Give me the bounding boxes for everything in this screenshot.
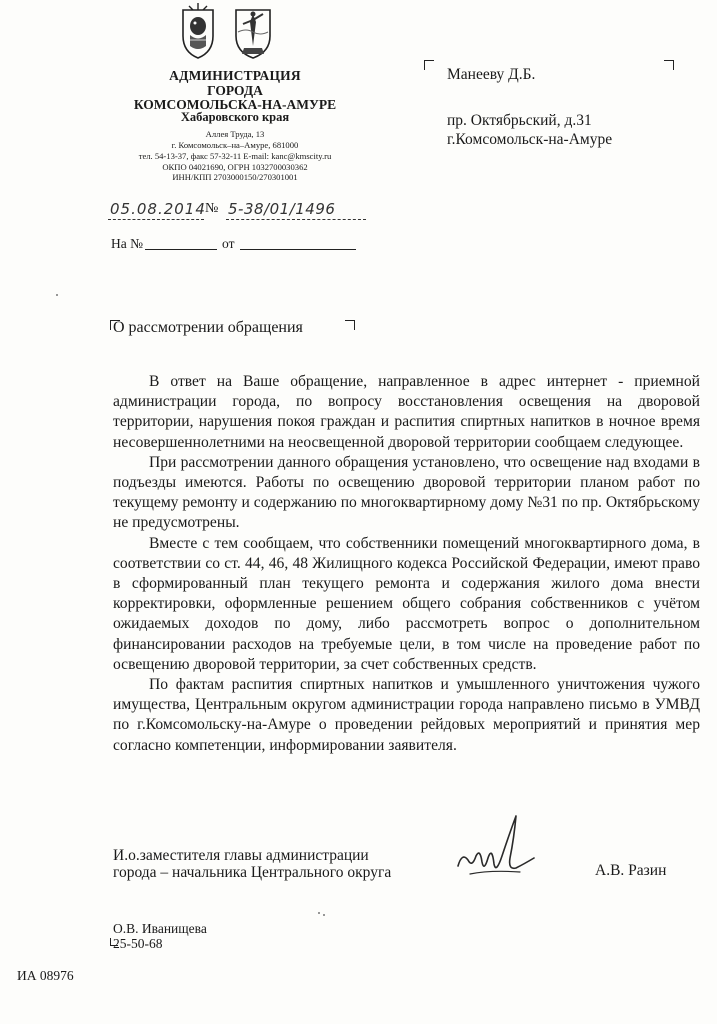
org-contacts: тел. 54-13-37, факс 57-32-11 E-mail: kanc@kmscity.ru xyxy=(138,151,332,161)
org-name-line2: ГОРОДА xyxy=(207,83,263,98)
document-code: ИА 08976 xyxy=(17,968,74,983)
outgoing-number: 5-38/01/1496 xyxy=(228,200,336,218)
executor-phone: 25-50-68 xyxy=(113,936,163,951)
outgoing-number-underline xyxy=(226,219,366,220)
letter-body xyxy=(113,372,700,756)
scan-speck xyxy=(318,912,320,914)
signatory-name: А.В. Разин xyxy=(595,862,667,879)
executor-name: О.В. Иванищева xyxy=(113,921,207,936)
recipient-city: г.Комсомольск-на-Амуре xyxy=(447,131,613,148)
signatory-title-line1: И.о.заместителя главы администрации xyxy=(113,847,369,864)
handwritten-signature-icon xyxy=(450,808,540,888)
recipient-street: пр. Октябрьский, д.31 xyxy=(447,112,592,129)
coat-of-arms-icon xyxy=(177,2,219,60)
org-address-street: Аллея Труда, 13 xyxy=(205,129,265,139)
letter-subject: О рассмотрении обращения xyxy=(113,319,303,336)
org-region: Хабаровского края xyxy=(180,110,290,124)
in-reply-date-label: от xyxy=(222,236,235,251)
org-name-line1: АДМИНИСТРАЦИЯ xyxy=(169,68,301,83)
body-paragraph-2: При рассмотрении данного обращения установлено, что освещение над входами в подъезды имеются. Работы по освещению дворовой территории планом работ по текущему ремонту и содержанию по многоквартирному дому №31 по пр. Октябрьскому не предусмотрены. xyxy=(113,453,700,532)
city-emblem-icon xyxy=(232,2,274,60)
org-inn-kpp: ИНН/КПП 2703000150/270301001 xyxy=(172,172,298,182)
outgoing-number-label: № xyxy=(205,201,219,216)
in-reply-number-label: На № xyxy=(111,236,143,251)
body-paragraph-1: В ответ на Ваше обращение, направленное в адрес интернет - приемной администрации города, по вопросу восстановления освещения на дворовой территории, нарушения покоя граждан и распития спиртных напитков в ночное время несовершеннолетними на неосвещенной дворовой территории сообщаем следующее. xyxy=(113,373,700,451)
org-okpo-ogrn: ОКПО 04021690, ОГРН 1032700030362 xyxy=(162,162,308,172)
subject-corner-right xyxy=(345,320,355,330)
scan-speck xyxy=(56,294,58,296)
in-reply-date-blank xyxy=(240,249,356,250)
address-corner-right xyxy=(664,60,674,70)
org-name-line3: КОМСОМОЛЬСКА-НА-АМУРЕ xyxy=(133,97,337,112)
in-reply-number-blank xyxy=(145,249,217,250)
outgoing-date-underline xyxy=(108,219,204,220)
address-corner-left xyxy=(424,60,434,70)
signatory-title-line2: города – начальника Центрального округа xyxy=(113,864,392,881)
body-paragraph-4: По фактам распития спиртных напитков и умышленного уничтожения чужого имущества, Центральным округом администрации города направлено письмо в УМВД по г.Комсомольску-на-Амуре о проведении рейдовых мероприятий и принятия мер согласно компетенции, информировании заявителя. xyxy=(113,676,700,754)
recipient-name: Манееву Д.Б. xyxy=(447,66,536,83)
outgoing-date: 05.08.2014 xyxy=(110,200,206,218)
org-address-city: г. Комсомольск–на–Амуре, 681000 xyxy=(171,140,299,150)
executor-corner-mark xyxy=(110,938,118,946)
body-paragraph-3: Вместе с тем сообщаем, что собственники помещений многоквартирного дома, в соответствии со ст. 44, 46, 48 Жилищного кодекса Российской Федерации, имеют право в сформированный план текущего ремонта и содержания жилого дома внести корректировки, оформленные решением общего собрания собственников с учётом ожидаемых доходов по дому, либо рассмотреть вопрос о дополнительном финансировании расходов на требуемые цели, в том числе на проведение работ по освещению дворовой территории, за счет собственных средств. xyxy=(113,534,700,673)
scan-speck xyxy=(323,914,325,916)
